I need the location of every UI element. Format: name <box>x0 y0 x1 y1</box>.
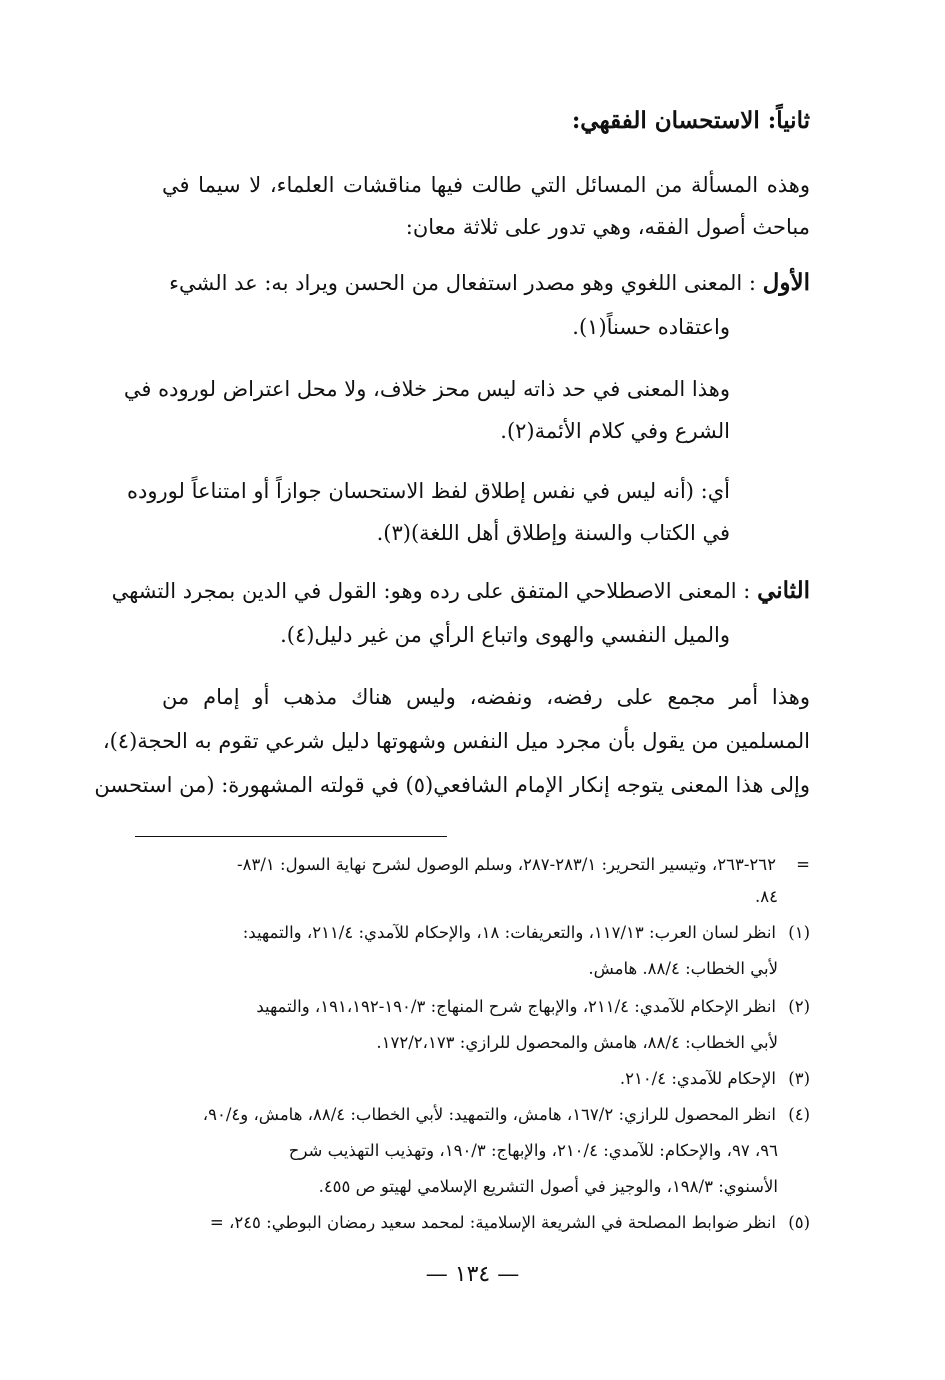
footnote-continued: =٢٦٢-٢٦٣، وتيسير التحرير: ٢٨٣/١-٢٨٧، وسلم الوصول لشرح نهاية السول: ٨٣/١- <box>130 852 810 878</box>
body-line: في الكتاب والسنة وإطلاق أهل اللغة)(٣). <box>376 521 730 545</box>
footnote-number: (١) <box>788 923 810 942</box>
body-line: والميل النفسي والهوى واتباع الرأي من غير دليل(٤). <box>280 623 730 647</box>
body-line: أي: (أنه ليس في نفس إطلاق لفظ الاستحسان جوازاً أو امتناعاً لوروده <box>127 479 730 503</box>
meaning-second-line <box>111 576 810 606</box>
footnote-line: ٩٦، ٩٧، والإحكام: للآمدي: ٢١٠/٤، والإبهاج: ١٩٠/٣، وتهذيب التهذيب شرح <box>288 1141 778 1160</box>
page-number: — ١٣٤ — <box>425 1262 520 1287</box>
body-line: واعتقاده حسناً(١). <box>572 315 730 339</box>
footnote-number: (٤) <box>788 1105 810 1124</box>
body-line: المسلمين من يقول بأن مجرد ميل النفس وشهوتها دليل شرعي تقوم به الحجة(٤)، <box>102 729 810 753</box>
body-line: وهذا أمر مجمع على رفضه، ونفضه، وليس هناك مذهب أو إمام من <box>162 685 810 709</box>
footnote-number: (٣) <box>788 1069 810 1088</box>
meaning-first-line <box>130 268 810 298</box>
body-line: وهذه المسألة من المسائل التي طالت فيها مناقشات العلماء، لا سيما في <box>162 173 810 197</box>
body-line: وإلى هذا المعنى يتوجه إنكار الإمام الشافعي(٥) في قولته المشهورة: (من استحسن <box>94 773 810 797</box>
body-line: الشرع وفي كلام الأئمة(٢). <box>500 419 730 443</box>
meaning-second-text: : المعنى الاصطلاحي المتفق على رده وهو: القول في الدين بمجرد التشهي <box>111 579 751 603</box>
continuation-mark: = <box>796 855 810 874</box>
meaning-first-label: الأول <box>762 269 810 296</box>
footnote-number: (٢) <box>788 997 810 1016</box>
footnote-number: (٥) <box>788 1213 810 1232</box>
footnote-line: الأسنوي: ١٩٨/٣، والوجيز في أصول التشريع الإسلامي لهيتو ص ٤٥٥. <box>318 1177 778 1196</box>
footnote-separator <box>135 836 447 837</box>
footnote-line: لأبي الخطاب: ٨٨/٤، هامش والمحصول للرازي: ١٧٢/٢،١٧٣. <box>376 1033 778 1052</box>
footnote-2: (٢)انظر الإحكام للآمدي: ٢١١/٤، والإبهاج شرح المنهاج: ١٩٠/٣-١٩١،١٩٢، والتمهيد <box>130 994 810 1020</box>
footnote-line: لأبي الخطاب: ٨٨/٤. هامش. <box>588 959 778 978</box>
footnote-4: (٤)انظر المحصول للرازي: ١٦٧/٢، هامش، والتمهيد: لأبي الخطاب: ٨٨/٤، هامش، و٩٠/٤، <box>130 1102 810 1128</box>
footnote-5: (٥)انظر ضوابط المصلحة في الشريعة الإسلامية: لمحمد سعيد رمضان البوطي: ٢٤٥، = <box>130 1210 810 1236</box>
body-line: مباحث أصول الفقه، وهي تدور على ثلاثة معان: <box>405 215 810 239</box>
section-heading: ثانياً: الاستحسان الفقهي: <box>571 107 810 134</box>
meaning-first-text: : المعنى اللغوي وهو مصدر استفعال من الحسن ويراد به: عد الشيء <box>169 271 756 295</box>
footnote-1: (١)انظر لسان العرب: ١١٧/١٣، والتعريفات: ١٨، والإحكام للآمدي: ٢١١/٤، والتمهيد: <box>130 920 810 946</box>
meaning-second-label: الثاني <box>757 577 810 604</box>
footnote-3: (٣)الإحكام للآمدي: ٢١٠/٤. <box>130 1066 810 1092</box>
body-line: وهذا المعنى في حد ذاته ليس محز خلاف، ولا محل اعتراض لوروده في <box>123 377 730 401</box>
footnote-line: ٨٤. <box>755 887 778 906</box>
